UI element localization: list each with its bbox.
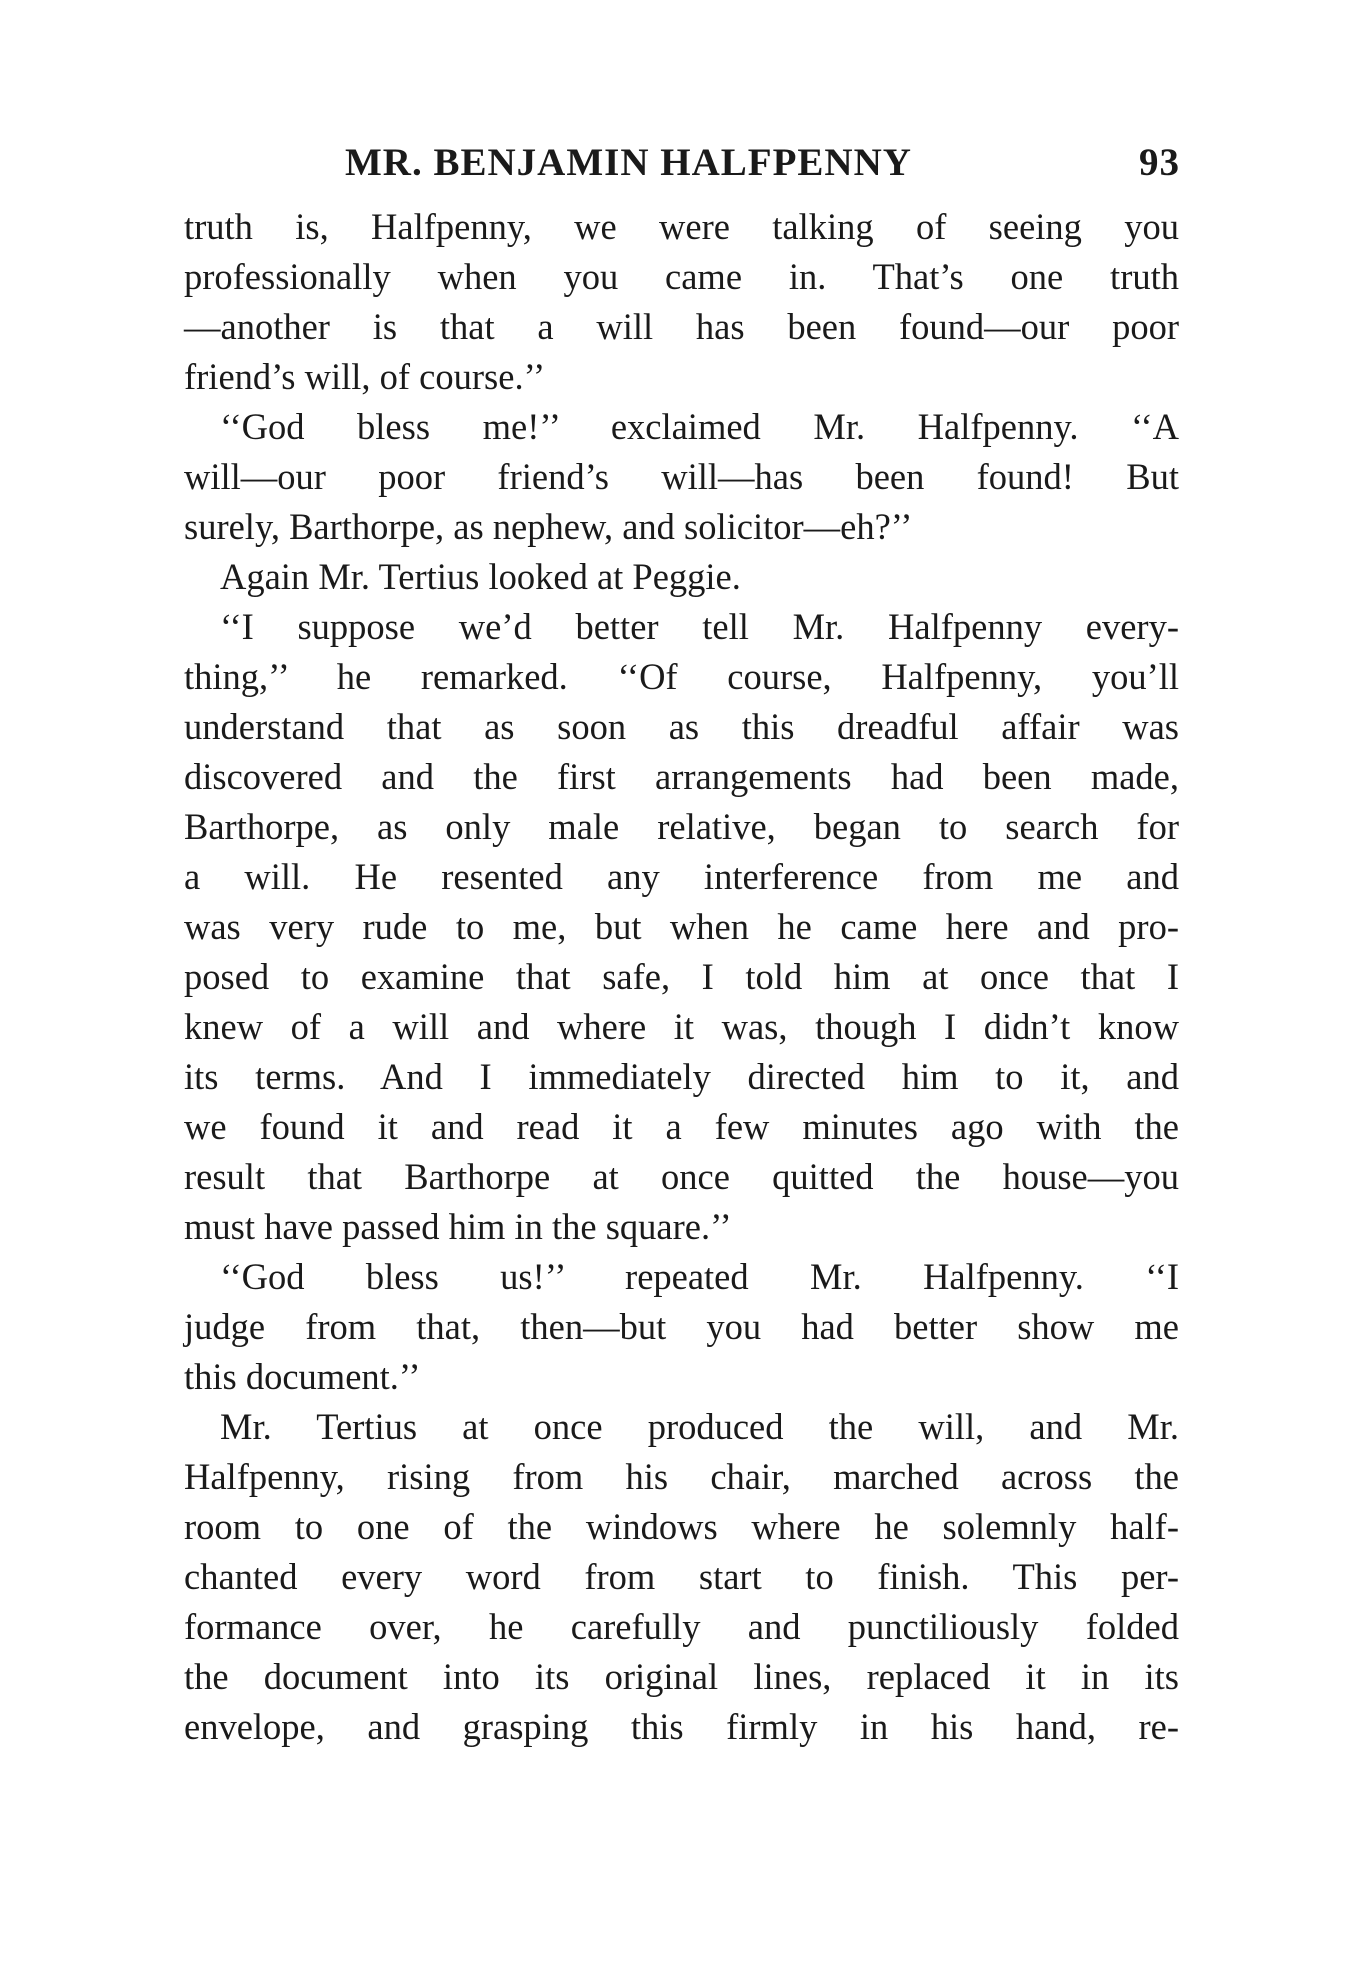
text-line: envelope, and grasping this firmly in his hand, re- — [184, 1706, 1179, 1747]
text-line: judge from that, then—but you had better show me — [184, 1306, 1179, 1347]
text-line: the document into its original lines, replaced it in its — [184, 1656, 1179, 1697]
text-line: was very rude to me, but when he came here and pro- — [184, 906, 1179, 947]
text-line: this document.’’ — [184, 1356, 421, 1397]
text-line: chanted every word from start to finish. This per- — [184, 1556, 1179, 1597]
text-line: —another is that a will has been found—our poor — [184, 306, 1179, 347]
running-head: MR. BENJAMIN HALFPENNY — [345, 141, 912, 184]
page-header — [185, 140, 1180, 190]
text-line: thing,’’ he remarked. ‘‘Of course, Halfpenny, you’ll — [184, 656, 1179, 697]
text-line: understand that as soon as this dreadful affair was — [184, 706, 1179, 747]
page-number: 93 — [1139, 141, 1180, 184]
text-line: its terms. And I immediately directed him to it, and — [184, 1056, 1179, 1097]
text-line: must have passed him in the square.’’ — [184, 1206, 732, 1247]
text-line: room to one of the windows where he solemnly half- — [184, 1506, 1179, 1547]
text-line: ‘‘God bless me!’’ exclaimed Mr. Halfpenny. ‘‘A — [220, 406, 1179, 447]
text-line: surely, Barthorpe, as nephew, and solicitor—eh?’’ — [184, 506, 913, 547]
text-line: ‘‘I suppose we’d better tell Mr. Halfpenny every- — [220, 606, 1179, 647]
text-line: we found it and read it a few minutes ago with the — [184, 1106, 1179, 1147]
text-line: posed to examine that safe, I told him at once that I — [184, 956, 1179, 997]
text-line: Barthorpe, as only male relative, began to search for — [184, 806, 1179, 847]
text-line: ‘‘God bless us!’’ repeated Mr. Halfpenny. ‘‘I — [220, 1256, 1179, 1297]
text-line: Halfpenny, rising from his chair, marched across the — [184, 1456, 1179, 1497]
text-line: truth is, Halfpenny, we were talking of seeing you — [184, 206, 1179, 247]
body-text — [184, 202, 1179, 1752]
text-line: formance over, he carefully and punctiliously folded — [184, 1606, 1179, 1647]
text-line: will—our poor friend’s will—has been found! But — [184, 456, 1179, 497]
text-line: professionally when you came in. That’s one truth — [184, 256, 1179, 297]
text-line: friend’s will, of course.’’ — [184, 356, 546, 397]
text-line: discovered and the first arrangements had been made, — [184, 756, 1179, 797]
text-line: knew of a will and where it was, though I didn’t know — [184, 1006, 1179, 1047]
text-line: a will. He resented any interference from me and — [184, 856, 1179, 897]
text-line: Again Mr. Tertius looked at Peggie. — [220, 556, 741, 597]
text-line: result that Barthorpe at once quitted the house—you — [184, 1156, 1179, 1197]
text-line: Mr. Tertius at once produced the will, and Mr. — [220, 1406, 1179, 1447]
